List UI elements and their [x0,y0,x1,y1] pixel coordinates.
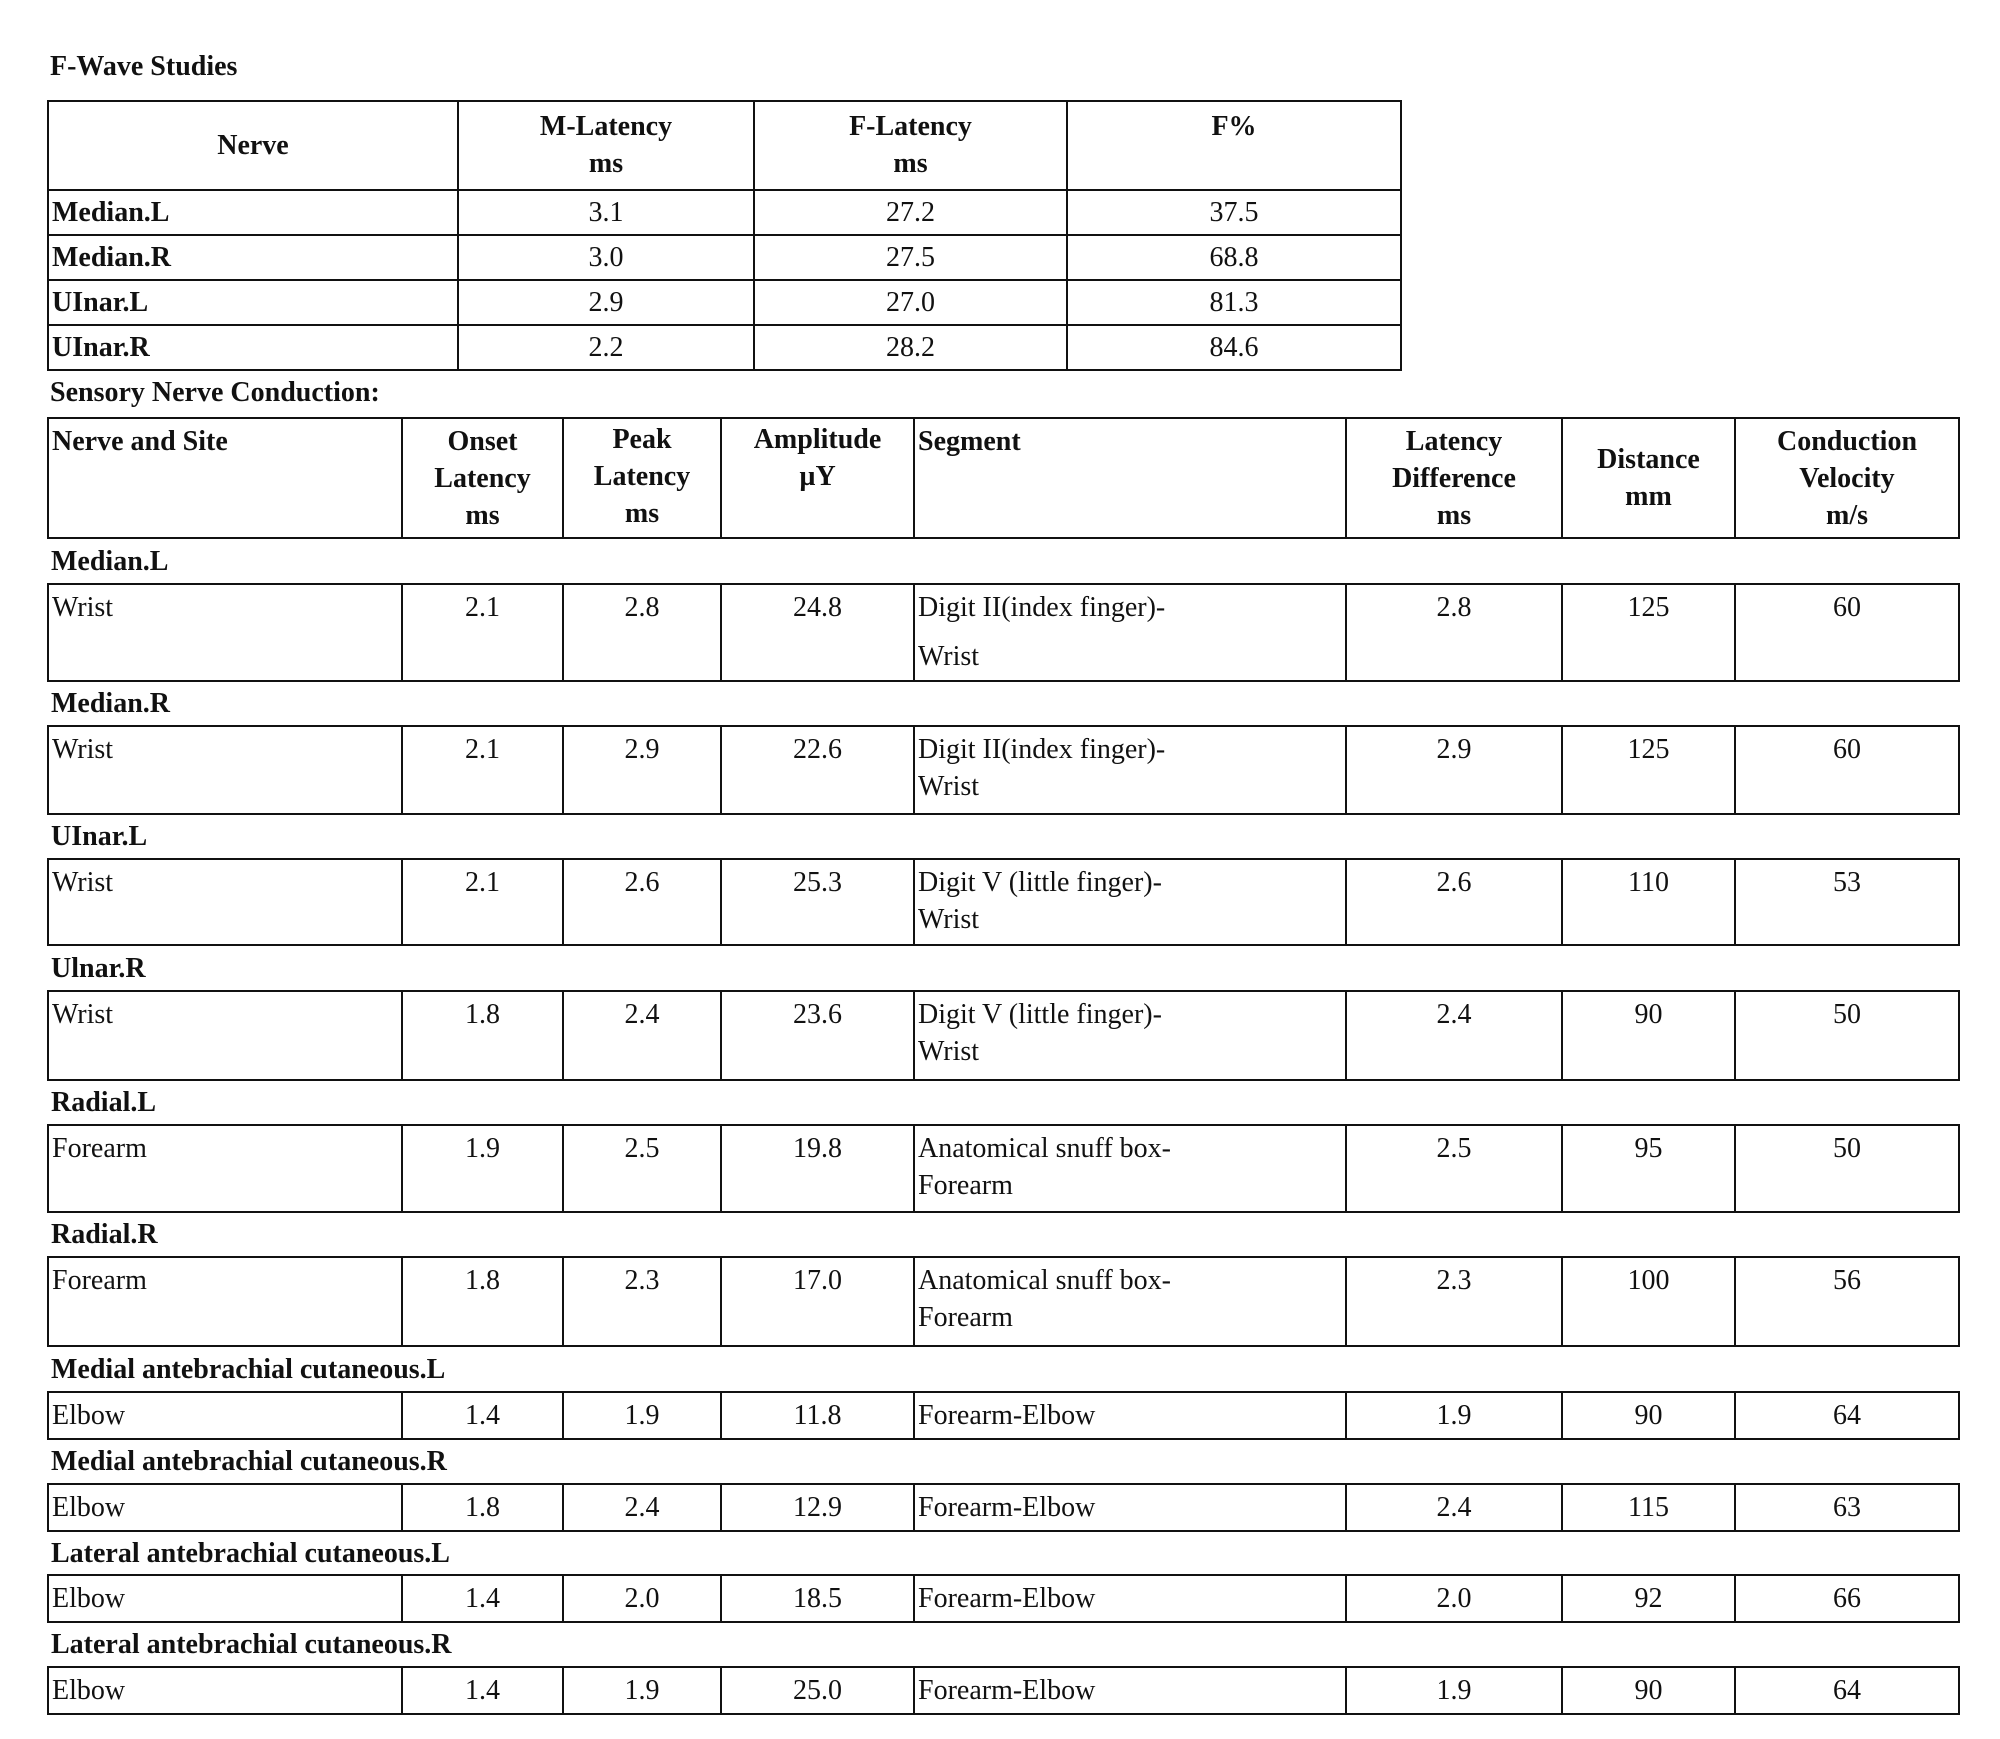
header-cv-line2: Velocity [1799,462,1895,494]
nerve-group-row [48,1212,1959,1257]
nerve-group-label: Ulnar.R [51,952,146,984]
amplitude-cell: 25.0 [721,1667,914,1714]
nerve-group-row [48,538,1959,584]
f-latency-value: 27.2 [754,190,1067,235]
conduction-velocity-cell: 60 [1735,584,1959,681]
conduction-velocity-cell: 50 [1735,1125,1959,1212]
amplitude-cell: 11.8 [721,1392,914,1439]
distance-cell: 90 [1562,1667,1735,1714]
nerve-name: Median.R [48,235,458,280]
table-row [48,190,1401,235]
onset-latency-cell: 1.4 [402,1667,563,1714]
fwave-header-row [48,101,1401,190]
header-amplitude-line1: Amplitude [753,424,882,455]
peak-latency-cell: 2.3 [563,1257,721,1346]
distance-cell: 95 [1562,1125,1735,1212]
header-amplitude-line2: µY [799,461,836,492]
header-conduction-velocity [1735,418,1959,538]
site-cell: Elbow [48,1575,402,1622]
segment-cell [914,859,1346,945]
snc-body [48,538,1959,1714]
m-latency-value: 3.0 [458,235,754,280]
m-latency-value: 2.2 [458,325,754,370]
conduction-velocity-cell: 56 [1735,1257,1959,1346]
header-onset-line3: ms [465,499,500,531]
site-cell: Wrist [48,726,402,814]
nerve-group-row [48,1531,1959,1575]
segment-cell [914,584,1346,681]
f-percent-value: 84.6 [1067,325,1401,370]
segment-line2: Wrist [918,904,980,935]
nerve-group-row [48,681,1959,726]
header-onset-line1: Onset [447,425,518,457]
amplitude-cell: 17.0 [721,1257,914,1346]
onset-latency-cell: 1.9 [402,1125,563,1212]
distance-cell: 125 [1562,584,1735,681]
header-distance [1562,418,1735,538]
nerve-group-row [48,1346,1959,1392]
segment-line1: Digit V (little finger)- [918,999,1162,1030]
peak-latency-cell: 2.4 [563,1484,721,1531]
snc-section-title: Sensory Nerve Conduction: [50,377,380,408]
header-latdiff-line3: ms [1436,499,1472,531]
header-peak-line3: ms [624,498,660,529]
segment-cell [914,726,1346,814]
latency-difference-cell: 2.3 [1346,1257,1562,1346]
peak-latency-cell: 2.8 [563,584,721,681]
segment-line1: Anatomical snuff box- [918,1133,1171,1164]
segment-line1: Digit V (little finger)- [918,867,1162,898]
segment-line2: Forearm [918,1170,1013,1201]
segment-cell [914,1484,1346,1531]
header-segment: Segment [914,418,1346,538]
conduction-velocity-cell: 64 [1735,1667,1959,1714]
segment-line1: Forearm-Elbow [918,1400,1096,1431]
distance-cell: 92 [1562,1575,1735,1622]
header-latdiff-line2: Difference [1392,462,1516,494]
segment-line2: Wrist [918,771,980,802]
peak-latency-cell: 2.9 [563,726,721,814]
header-latdiff-line1: Latency [1405,425,1503,457]
header-nerve: Nerve [48,101,458,190]
conduction-velocity-cell: 60 [1735,726,1959,814]
site-cell: Forearm [48,1257,402,1346]
latency-difference-cell: 2.6 [1346,859,1562,945]
segment-line1: Digit II(index finger)- [918,592,1166,623]
onset-latency-cell: 1.4 [402,1392,563,1439]
nerve-group-label: Radial.R [51,1219,158,1250]
onset-latency-cell: 1.8 [402,991,563,1080]
nerve-group-row [48,1439,1959,1484]
nerve-group-row [48,1622,1959,1667]
nerve-group-label: UInar.L [51,821,148,852]
header-m-latency [458,101,754,190]
nerve-group-label: Median.R [51,688,170,719]
segment-cell [914,1667,1346,1714]
snc-header-row [48,418,1959,538]
nerve-group-row [48,945,1959,991]
peak-latency-cell: 2.4 [563,991,721,1080]
conduction-velocity-cell: 63 [1735,1484,1959,1531]
conduction-velocity-cell: 53 [1735,859,1959,945]
header-m-latency-unit: ms [588,148,624,179]
f-latency-value: 27.0 [754,280,1067,325]
fwave-section-title: F-Wave Studies [50,51,238,82]
header-distance-line1: Distance [1597,444,1700,475]
fwave-table [47,100,1402,371]
header-f-latency-label: F-Latency [849,111,972,142]
distance-cell: 90 [1562,991,1735,1080]
nerve-name: Median.L [48,190,458,235]
nerve-group-label: Medial antebrachial cutaneous.R [51,1446,447,1477]
conduction-velocity-cell: 64 [1735,1392,1959,1439]
segment-line1: Forearm-Elbow [918,1675,1096,1706]
header-latency-difference [1346,418,1562,538]
table-row [48,1257,1959,1346]
f-latency-value: 27.5 [754,235,1067,280]
table-row [48,1392,1959,1439]
latency-difference-cell: 2.4 [1346,991,1562,1080]
amplitude-cell: 12.9 [721,1484,914,1531]
table-row [48,726,1959,814]
segment-cell [914,1392,1346,1439]
nerve-group-row [48,814,1959,859]
header-onset-line2: Latency [434,462,531,494]
peak-latency-cell: 1.9 [563,1667,721,1714]
site-cell: Forearm [48,1125,402,1212]
distance-cell: 115 [1562,1484,1735,1531]
conduction-velocity-cell: 66 [1735,1575,1959,1622]
m-latency-value: 3.1 [458,190,754,235]
site-cell: Elbow [48,1667,402,1714]
header-cv-line3: m/s [1826,499,1868,531]
onset-latency-cell: 1.4 [402,1575,563,1622]
segment-cell [914,1257,1346,1346]
header-distance-line2: mm [1625,481,1672,512]
header-cv-line1: Conduction [1776,425,1918,457]
site-cell: Elbow [48,1392,402,1439]
segment-line1: Anatomical snuff box- [918,1265,1171,1296]
latency-difference-cell: 2.4 [1346,1484,1562,1531]
table-row [48,1125,1959,1212]
amplitude-cell: 25.3 [721,859,914,945]
nerve-group-label: Lateral antebrachial cutaneous.L [51,1537,450,1569]
header-f-latency [754,101,1067,190]
distance-cell: 90 [1562,1392,1735,1439]
segment-line1: Forearm-Elbow [918,1583,1096,1614]
site-cell: Wrist [48,859,402,945]
f-percent-value: 81.3 [1067,280,1401,325]
amplitude-cell: 23.6 [721,991,914,1080]
m-latency-value: 2.9 [458,280,754,325]
segment-line2: Forearm [918,1302,1013,1333]
nerve-name: UInar.L [48,280,458,325]
nerve-group-label: Radial.L [51,1087,157,1118]
nerve-group-label: Median.L [51,545,169,577]
nerve-group-label: Lateral antebrachial cutaneous.R [51,1629,452,1660]
distance-cell: 100 [1562,1257,1735,1346]
amplitude-cell: 24.8 [721,584,914,681]
onset-latency-cell: 2.1 [402,726,563,814]
onset-latency-cell: 1.8 [402,1484,563,1531]
table-row [48,235,1401,280]
segment-line2: Wrist [918,1036,980,1067]
header-peak-line1: Peak [612,424,672,455]
nerve-name: UInar.R [48,325,458,370]
f-percent-value: 68.8 [1067,235,1401,280]
header-nerve-site: Nerve and Site [48,418,402,538]
amplitude-cell: 19.8 [721,1125,914,1212]
site-cell: Elbow [48,1484,402,1531]
segment-line1: Forearm-Elbow [918,1492,1096,1523]
sensory-nerve-conduction-table [47,417,1960,1715]
header-f-percent: F% [1067,101,1401,190]
latency-difference-cell: 2.5 [1346,1125,1562,1212]
latency-difference-cell: 2.0 [1346,1575,1562,1622]
f-percent-value: 37.5 [1067,190,1401,235]
header-amplitude [721,418,914,538]
header-peak-line2: Latency [593,461,691,492]
segment-cell [914,991,1346,1080]
latency-difference-cell: 1.9 [1346,1667,1562,1714]
table-row [48,1484,1959,1531]
segment-cell [914,1125,1346,1212]
amplitude-cell: 22.6 [721,726,914,814]
onset-latency-cell: 1.8 [402,1257,563,1346]
table-row [48,859,1959,945]
header-f-latency-unit: ms [893,148,928,179]
onset-latency-cell: 2.1 [402,859,563,945]
distance-cell: 110 [1562,859,1735,945]
onset-latency-cell: 2.1 [402,584,563,681]
segment-line2: Wrist [918,641,980,672]
latency-difference-cell: 1.9 [1346,1392,1562,1439]
table-row [48,584,1959,681]
table-row [48,325,1401,370]
distance-cell: 125 [1562,726,1735,814]
table-row [48,1667,1959,1714]
header-peak-latency [563,418,721,538]
amplitude-cell: 18.5 [721,1575,914,1622]
segment-cell [914,1575,1346,1622]
nerve-group-label: Medial antebrachial cutaneous.L [51,1353,446,1385]
table-row [48,280,1401,325]
f-latency-value: 28.2 [754,325,1067,370]
site-cell: Wrist [48,584,402,681]
peak-latency-cell: 2.6 [563,859,721,945]
header-onset-latency [402,418,563,538]
peak-latency-cell: 2.5 [563,1125,721,1212]
table-row [48,1575,1959,1622]
header-m-latency-label: M-Latency [539,111,673,142]
peak-latency-cell: 2.0 [563,1575,721,1622]
peak-latency-cell: 1.9 [563,1392,721,1439]
site-cell: Wrist [48,991,402,1080]
latency-difference-cell: 2.9 [1346,726,1562,814]
conduction-velocity-cell: 50 [1735,991,1959,1080]
table-row [48,991,1959,1080]
segment-line1: Digit II(index finger)- [918,734,1166,765]
latency-difference-cell: 2.8 [1346,584,1562,681]
nerve-group-row [48,1080,1959,1125]
